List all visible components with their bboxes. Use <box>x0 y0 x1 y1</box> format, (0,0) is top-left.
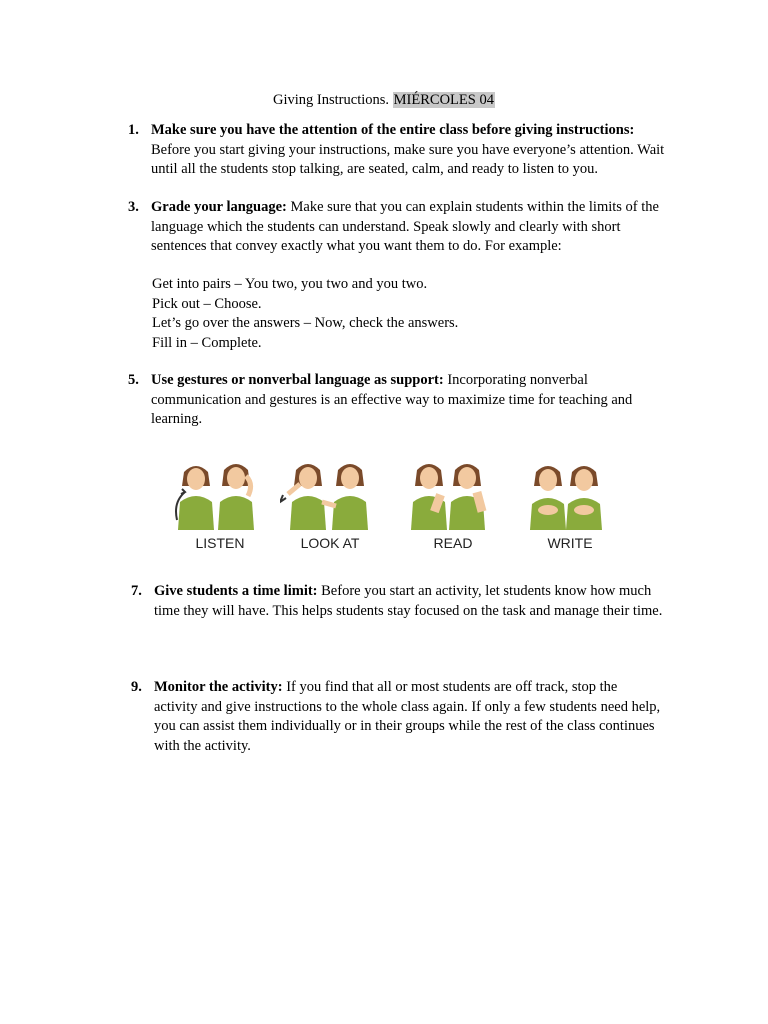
item-heading: Give students a time limit: <box>154 583 318 599</box>
gesture-label: READ <box>433 535 473 551</box>
gesture-label: WRITE <box>547 535 593 551</box>
gesture-read <box>403 458 503 558</box>
item-text: Incorporating nonverbal communication and gestures is an effective way to maximize time for teaching and learning. <box>151 372 633 427</box>
instruction-item-1 <box>128 121 671 180</box>
instruction-item-7 <box>131 582 664 621</box>
item-text: Make sure that you can explain students within the limits of the language which the students can understand. Speak slowly and clearly with short sentences that convey exactly what you want them to do. For example: <box>151 199 659 254</box>
gesture-listen <box>170 458 270 558</box>
page-title <box>0 91 768 111</box>
item-number: 9. <box>131 679 142 695</box>
instruction-item-9 <box>131 678 664 756</box>
item-number: 5. <box>128 372 139 388</box>
item-heading: Use gestures or nonverbal language as support: <box>151 372 444 388</box>
gesture-look-at <box>280 458 380 558</box>
instruction-item-5 <box>128 371 671 430</box>
item-text: If you find that all or most students are off track, stop the activity and give instructions to the whole class again. If only a few students need help, you can assist them individually or in their groups while the rest of the class continues with the activity. <box>154 679 661 754</box>
read-gesture-icon <box>403 458 503 534</box>
item-text: Before you start giving your instructions, make sure you have everyone’s attention. Wait until all the students stop talking, are seated, calm, and ready to listen to you. <box>151 141 665 177</box>
gestures-illustration <box>170 458 620 558</box>
look-at-gesture-icon <box>280 458 380 534</box>
gesture-write <box>520 458 620 558</box>
item-heading: Grade your language: <box>151 199 287 215</box>
write-gesture-icon <box>520 458 620 534</box>
item-number: 1. <box>128 122 139 138</box>
item-number: 7. <box>131 583 142 599</box>
item-text: Before you start an activity, let students know how much time they will have. This helps students stay focused on the task and manage their time. <box>154 583 663 619</box>
example-line: Get into pairs – You two, you two and you two. <box>152 276 428 292</box>
item-heading: Monitor the activity: <box>154 679 283 695</box>
example-line: Fill in – Complete. <box>152 334 262 351</box>
examples-list <box>152 275 652 353</box>
title-date-highlight: MIÉRCOLES 04 <box>393 92 494 108</box>
example-line: Let’s go over the answers – Now, check the answers. <box>152 315 459 331</box>
instruction-item-3 <box>128 198 671 257</box>
title-text: Giving Instructions. <box>273 92 393 108</box>
item-number: 3. <box>128 199 139 215</box>
gesture-label: LOOK AT <box>300 535 360 551</box>
item-heading: Make sure you have the attention of the entire class before giving instructions: <box>151 122 635 138</box>
gesture-label: LISTEN <box>195 535 245 551</box>
example-line: Pick out – Choose. <box>152 295 262 312</box>
listen-gesture-icon <box>170 458 270 534</box>
